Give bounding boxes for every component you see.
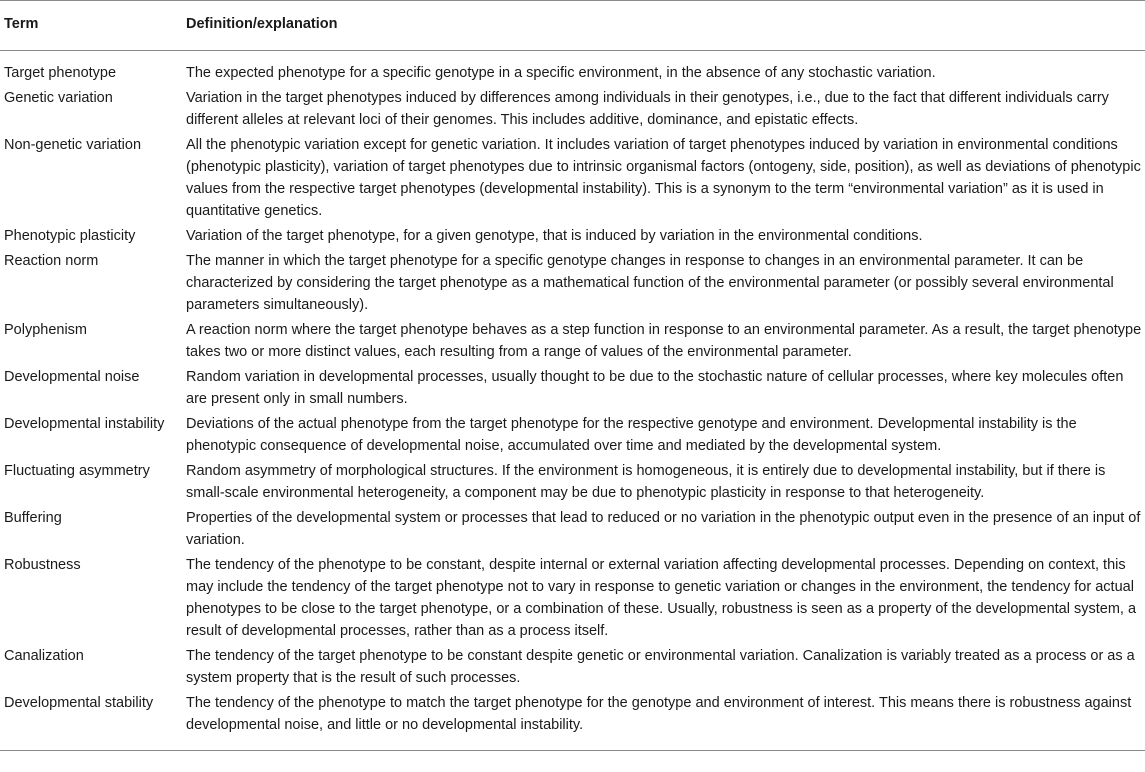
table-row — [0, 554, 1145, 645]
definition-cell: Variation of the target phenotype, for a given genotype, that is induced by variation in the environmental conditions. — [186, 228, 923, 244]
definition-cell: The tendency of the phenotype to match the target phenotype for the genotype and environment of interest. This means there is robustness against developmental noise, and little or no developmental instability. — [182, 692, 1145, 751]
term-cell: Robustness — [4, 557, 81, 573]
term-cell: Developmental stability — [0, 692, 182, 751]
definition-cell: Random asymmetry of morphological structures. If the environment is homogeneous, it is entirely due to developmental instability, but if there is small-scale environmental heterogeneity, a component may be due to phenotypic plasticity in response to that heterogeneity. — [186, 463, 1106, 501]
definition-cell: The expected phenotype for a specific genotype in a specific environment, in the absence of any stochastic variation. — [186, 65, 936, 81]
definition-cell: Random variation in developmental processes, usually thought to be due to the stochastic nature of cellular processes, where key molecules often are present only in small numbers. — [186, 369, 1124, 407]
definition-cell: A reaction norm where the target phenotype behaves as a step function in response to an environmental parameter. As a result, the target phenotype takes two or more distinct values, each resulting from a range of values of the environmental parameter. — [186, 322, 1142, 360]
table-row — [0, 87, 1145, 134]
table-row — [0, 692, 1145, 751]
term-cell: Developmental instability — [4, 416, 165, 432]
table-row — [0, 460, 1145, 507]
table-row — [0, 319, 1145, 366]
definition-cell: Variation in the target phenotypes induced by differences among individuals in their genotypes, i.e., due to the fact that different individuals carry different alleles at relevant loci of their genomes. This includes additive, dominance, and epistatic effects. — [186, 90, 1109, 128]
definition-cell: The manner in which the target phenotype for a specific genotype changes in response to changes in an environmental parameter. It can be characterized by considering the target phenotype as a mathematical function of the environmental parameter (or possibly several environmental parameters simultaneously). — [186, 253, 1114, 313]
term-cell: Phenotypic plasticity — [4, 228, 136, 244]
table-row — [0, 507, 1145, 554]
table-row — [0, 250, 1145, 319]
table-row — [0, 134, 1145, 225]
definition-cell: Deviations of the actual phenotype from the target phenotype for the respective genotype and environment. Developmental instability is the phenotypic consequence of developmental noise, accumulated over time and mediated by the developmental system. — [186, 416, 1077, 454]
term-cell: Developmental noise — [4, 369, 140, 385]
term-cell: Canalization — [4, 648, 84, 664]
definition-column-header: Definition/explanation — [182, 1, 1145, 51]
term-cell: Target phenotype — [4, 65, 117, 81]
definition-cell: The tendency of the target phenotype to be constant despite genetic or environmental variation. Canalization is variably treated as a process or as a system property that is the result of such processes. — [186, 648, 1135, 686]
term-cell: Fluctuating asymmetry — [4, 463, 150, 479]
table-row — [0, 225, 1145, 250]
term-column-header: Term — [0, 1, 182, 51]
table-row — [0, 413, 1145, 460]
definition-cell: The tendency of the phenotype to be constant, despite internal or external variation affecting developmental processes. Depending on context, this may include the tendency of the target phenotype not to vary in response to genetic variation or changes in the environment, the tendency for actual phenotypes to be close to the target phenotype, or a combination of these. Usually, robustness is seen as a property of the developmental system, a result of developmental processes, rather than as a process itself. — [186, 557, 1137, 639]
term-cell: Buffering — [4, 510, 62, 526]
definition-cell: All the phenotypic variation except for genetic variation. It includes variation of target phenotypes induced by variation in environmental conditions (phenotypic plasticity), variation of target phenotypes due to intrinsic organismal factors (ontogeny, side, position), as well as deviations of phenotypic values from the respective target phenotypes (developmental instability). This is a synonym to the term “environmental variation” as it is used in quantitative genetics. — [186, 137, 1141, 219]
term-cell: Non-genetic variation — [4, 137, 142, 153]
table-row — [0, 51, 1145, 88]
table-row — [0, 645, 1145, 692]
term-cell: Polyphenism — [4, 322, 88, 338]
definition-cell: Properties of the developmental system or processes that lead to reduced or no variation in the phenotypic output even in the presence of an input of variation. — [186, 510, 1141, 548]
table-row — [0, 366, 1145, 413]
term-cell: Reaction norm — [4, 253, 99, 269]
header-row — [0, 1, 1145, 51]
term-cell: Genetic variation — [4, 90, 113, 106]
